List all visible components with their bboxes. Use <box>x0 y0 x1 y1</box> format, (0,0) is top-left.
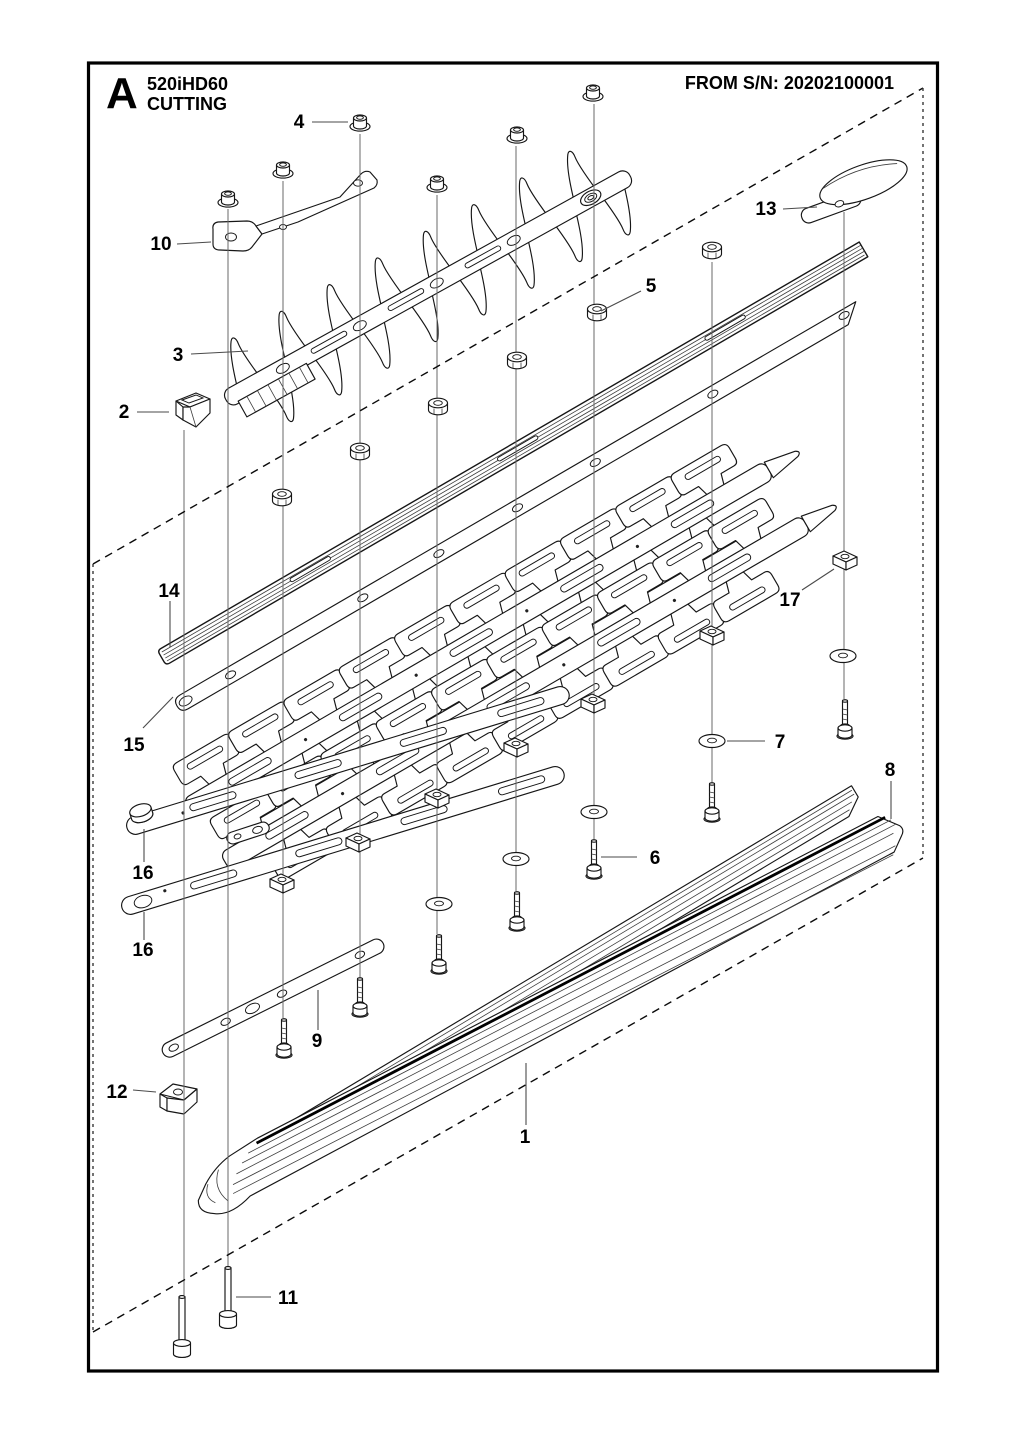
callout-16a-label: 16 <box>132 863 154 884</box>
square-nut <box>504 738 528 757</box>
hex-nut <box>703 242 722 259</box>
washer <box>426 898 452 911</box>
blade-tip <box>764 445 803 478</box>
long-screw-11 <box>220 1267 237 1329</box>
screw <box>352 978 368 1017</box>
model-title: 520iHD60 <box>147 74 229 94</box>
flange-nut <box>273 162 293 178</box>
callout-4-label: 4 <box>293 112 305 133</box>
flange-nut <box>583 85 603 101</box>
part-9-wear-plate <box>160 937 387 1060</box>
washer-7 <box>699 735 725 748</box>
washer <box>581 806 607 819</box>
callout-10-label: 10 <box>150 234 172 255</box>
callout-7-label: 7 <box>774 732 786 753</box>
screw <box>837 700 853 739</box>
screw <box>704 783 720 822</box>
screw <box>276 1019 292 1058</box>
part-2-clip <box>176 393 210 427</box>
flange-nut <box>427 176 447 192</box>
screw <box>509 892 525 931</box>
guard-edge-bold <box>257 817 886 1143</box>
hex-nut-5 <box>588 304 607 321</box>
callout-9-label: 9 <box>311 1031 323 1052</box>
hex-nut <box>351 443 370 460</box>
section-title: CUTTING <box>147 94 227 114</box>
washer <box>503 853 529 866</box>
square-nut <box>270 874 294 893</box>
hex-nut <box>429 398 448 415</box>
part-10-link-arm <box>213 171 377 251</box>
flange-nut <box>507 127 527 143</box>
part-12-clip <box>160 1084 197 1114</box>
callout-1-label: 1 <box>519 1127 531 1148</box>
callout-11-label: 11 <box>277 1288 299 1309</box>
hex-nut <box>508 352 527 369</box>
section-letter: A <box>106 69 138 118</box>
callout-14-label: 14 <box>158 581 180 602</box>
lower-blade-lower <box>202 467 858 900</box>
callout-12-label: 12 <box>106 1082 128 1103</box>
square-nut-17 <box>833 551 857 570</box>
callout-2-label: 2 <box>118 402 130 423</box>
square-nut <box>581 694 605 713</box>
long-screw-11 <box>174 1296 191 1358</box>
hex-nut <box>273 489 292 506</box>
callout-5-label: 5 <box>645 276 657 297</box>
callout-8-label: 8 <box>884 760 896 781</box>
screw-6 <box>586 840 602 879</box>
part-13-tip-piece <box>792 151 914 225</box>
callout-17-label: 17 <box>779 590 801 611</box>
flange-nut-4 <box>350 115 370 131</box>
flange-nuts <box>218 85 603 207</box>
flange-nut <box>218 191 238 207</box>
callout-13-label: 13 <box>755 199 777 220</box>
blade-tip <box>801 499 840 532</box>
part-3-upper-blade <box>201 131 654 444</box>
serial-range-note: FROM S/N: 20202100001 <box>684 73 894 93</box>
callout-16b-label: 16 <box>132 940 154 961</box>
screw <box>431 935 447 974</box>
callout-6-label: 6 <box>649 848 661 869</box>
washer <box>830 650 856 663</box>
callout-3-label: 3 <box>172 345 184 366</box>
square-nut <box>700 626 724 645</box>
callout-15-label: 15 <box>123 735 145 756</box>
